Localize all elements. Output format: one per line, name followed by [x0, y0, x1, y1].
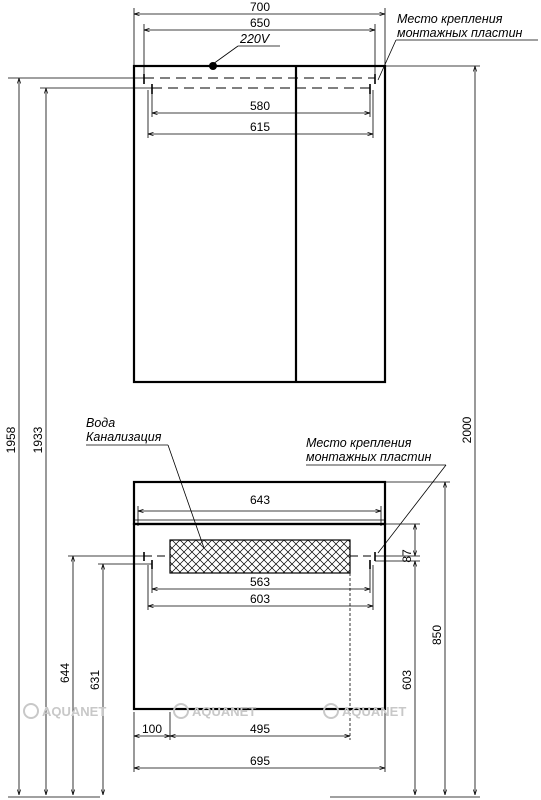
dim-87 — [375, 524, 420, 563]
dim-695 — [134, 712, 385, 772]
mount-top-line2: монтажных пластин — [397, 26, 523, 40]
dim-700-text: 700 — [249, 0, 271, 14]
power-label: 220V — [240, 32, 270, 46]
dim-603-height-text: 603 — [400, 669, 414, 691]
dim-100 — [134, 712, 170, 772]
watermarks — [24, 704, 406, 719]
dim-850 — [385, 482, 450, 795]
watermark-text: AQUANET — [342, 704, 407, 719]
watermark-logo — [324, 704, 406, 719]
watermark-text: AQUANET — [42, 704, 107, 719]
dim-631-text: 631 — [88, 669, 102, 691]
mount-top-line1: Место крепления — [397, 12, 503, 26]
dim-580 — [152, 94, 370, 117]
sewer-label: Канализация — [86, 430, 162, 444]
power-outlet-icon — [209, 62, 217, 70]
mount-callout-top — [378, 12, 538, 80]
dim-850-text: 850 — [430, 624, 444, 646]
dim-87-text: 87 — [400, 549, 414, 563]
dim-643 — [138, 493, 381, 526]
dim-603-width-text: 603 — [249, 592, 271, 606]
dim-650-text: 650 — [249, 16, 271, 30]
dim-695-text: 695 — [249, 754, 271, 768]
dim-2000-text: 2000 — [460, 416, 474, 444]
water-label: Вода — [86, 416, 116, 430]
mount-bottom-line1: Место крепления — [306, 436, 412, 450]
dim-643-text: 643 — [249, 493, 271, 507]
plumbing-zone — [170, 540, 350, 573]
mount-callout-bottom — [306, 436, 446, 553]
dim-495-text: 495 — [249, 722, 271, 736]
dim-603-height — [375, 561, 420, 795]
dim-100-text: 100 — [141, 722, 163, 736]
dim-580-text: 580 — [249, 99, 271, 113]
watermark-logo — [24, 704, 106, 719]
dim-563-text: 563 — [249, 575, 271, 589]
cabinet-mount-marks — [144, 74, 375, 94]
dim-1958-text: 1958 — [4, 426, 18, 454]
mount-bottom-line2: монтажных пластин — [306, 450, 432, 464]
dim-1933-text: 1933 — [31, 426, 45, 454]
dim-615-text: 615 — [249, 120, 271, 134]
power-callout — [213, 32, 280, 64]
watermark-text: AQUANET — [192, 704, 257, 719]
dim-644-text: 644 — [58, 662, 72, 684]
dim-615 — [148, 90, 373, 138]
dim-631 — [88, 564, 152, 795]
watermark-logo — [174, 704, 256, 719]
